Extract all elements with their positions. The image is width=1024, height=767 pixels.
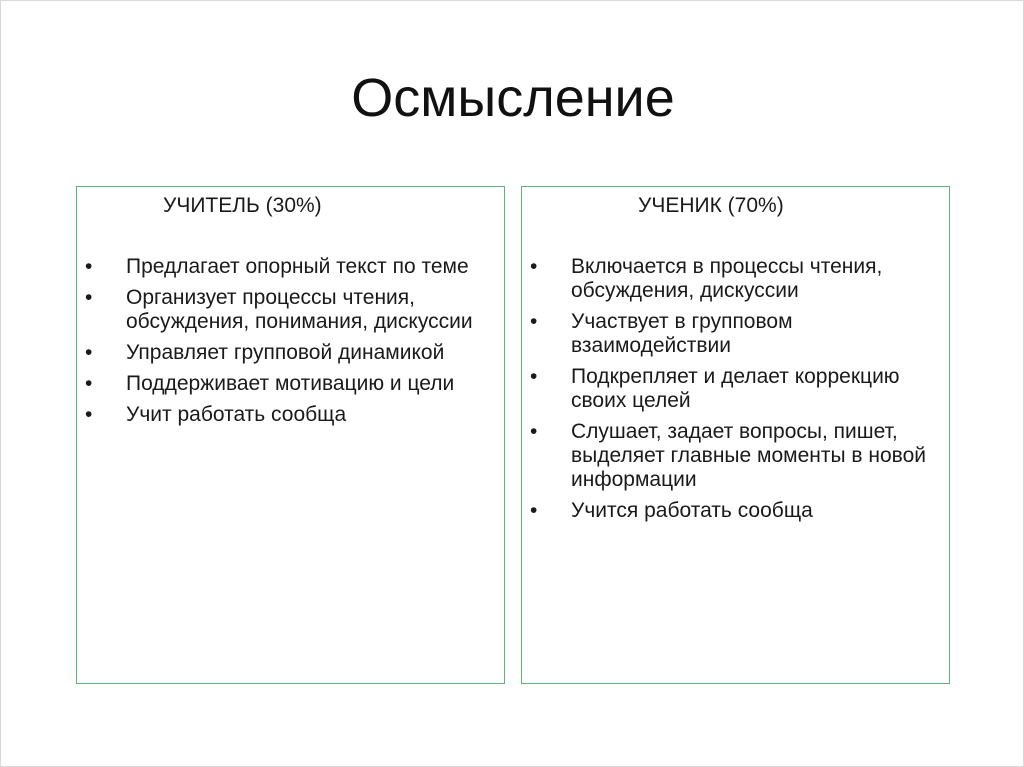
list-item-text: Подкрепляет и делает коррекцию своих целей	[571, 365, 900, 412]
list-item-text: Включается в процессы чтения, обсуждения, дискуссии	[571, 255, 883, 302]
bullet-icon: •	[530, 255, 538, 278]
list-item	[85, 341, 492, 365]
bullet-icon: •	[85, 403, 93, 426]
student-list	[530, 255, 937, 530]
list-item	[85, 286, 492, 334]
list-item-text: Учится работать сообща	[571, 499, 813, 522]
list-item	[530, 310, 937, 358]
list-item-text: Слушает, задает вопросы, пишет, выделяет главные моменты в новой информации	[571, 420, 927, 491]
list-item-text: Предлагает опорный текст по теме	[126, 255, 469, 278]
bullet-icon: •	[530, 499, 538, 522]
bullet-icon: •	[85, 255, 93, 278]
list-item-text: Учит работать сообща	[126, 403, 347, 426]
list-item	[85, 372, 492, 396]
teacher-heading: УЧИТЕЛЬ (30%)	[163, 194, 322, 217]
list-item-text: Участвует в групповом взаимодействии	[571, 310, 793, 357]
student-heading: УЧЕНИК (70%)	[638, 194, 784, 217]
bullet-icon: •	[530, 420, 538, 443]
list-item	[530, 255, 937, 303]
list-item	[85, 403, 492, 427]
list-item	[530, 420, 937, 492]
list-item	[530, 365, 937, 413]
list-item-text: Поддерживает мотивацию и цели	[126, 372, 455, 395]
bullet-icon: •	[530, 365, 538, 388]
list-item-text: Управляет групповой динамикой	[126, 341, 445, 364]
bullet-icon: •	[85, 372, 93, 395]
list-item	[85, 255, 492, 279]
bullet-icon: •	[530, 310, 538, 333]
list-item	[530, 499, 937, 523]
list-item-text: Организует процессы чтения, обсуждения, понимания, дискуссии	[126, 286, 473, 333]
bullet-icon: •	[85, 341, 93, 364]
teacher-list	[85, 255, 492, 434]
teacher-panel	[76, 186, 505, 684]
slide-title: Осмысление	[351, 68, 675, 128]
student-panel	[521, 186, 950, 684]
bullet-icon: •	[85, 286, 93, 309]
